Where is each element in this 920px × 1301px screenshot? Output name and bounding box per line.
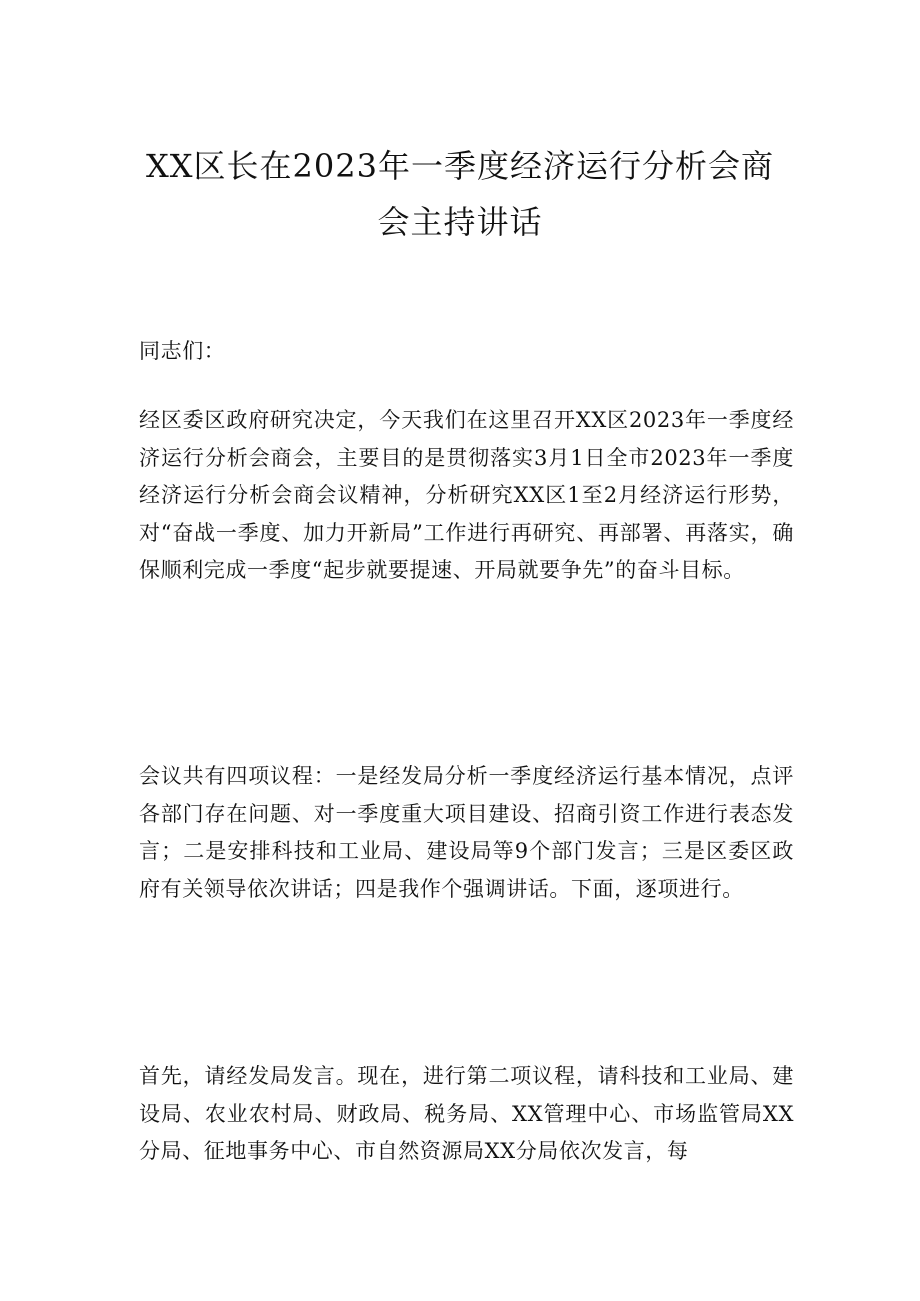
document-title (120, 138, 800, 250)
paragraph-2: 会议共有四项议程：一是经发局分析一季度经济运行基本情况，点评各部门存在问题、对一季度重大项目建设、招商引资工作进行表态发言；二是安排科技和工业局、建设局等9个部门发言；三是区委区政府有关领导依次讲话；四是我作个强调讲话。下面，逐项进行。 (139, 764, 794, 901)
paragraph-1: 经区委区政府研究决定，今天我们在这里召开XX区2023年一季度经济运行分析会商会，主要目的是贯彻落实3月1日全市2023年一季度经济运行分析会商会议精神，分析研究XX区1至2月经济运行形势，对“奋战一季度、加力开新局”工作进行再研究、再部署、再落实，确保顺利完成一季度“起步就要提速、开局就要争先”的奋斗目标。 (139, 408, 794, 582)
greeting: 同志们： (139, 339, 226, 363)
paragraph-3: 首先，请经发局发言。现在，进行第二项议程，请科技和工业局、建设局、农业农村局、财政局、税务局、XX管理中心、市场监管局XX分局、征地事务中心、市自然资源局XX分局依次发言，每 (139, 1064, 794, 1163)
title-line-1: XX区长在2023年一季度经济运行分析会商 (145, 147, 774, 185)
title-line-2: 会主持讲话 (377, 203, 543, 241)
